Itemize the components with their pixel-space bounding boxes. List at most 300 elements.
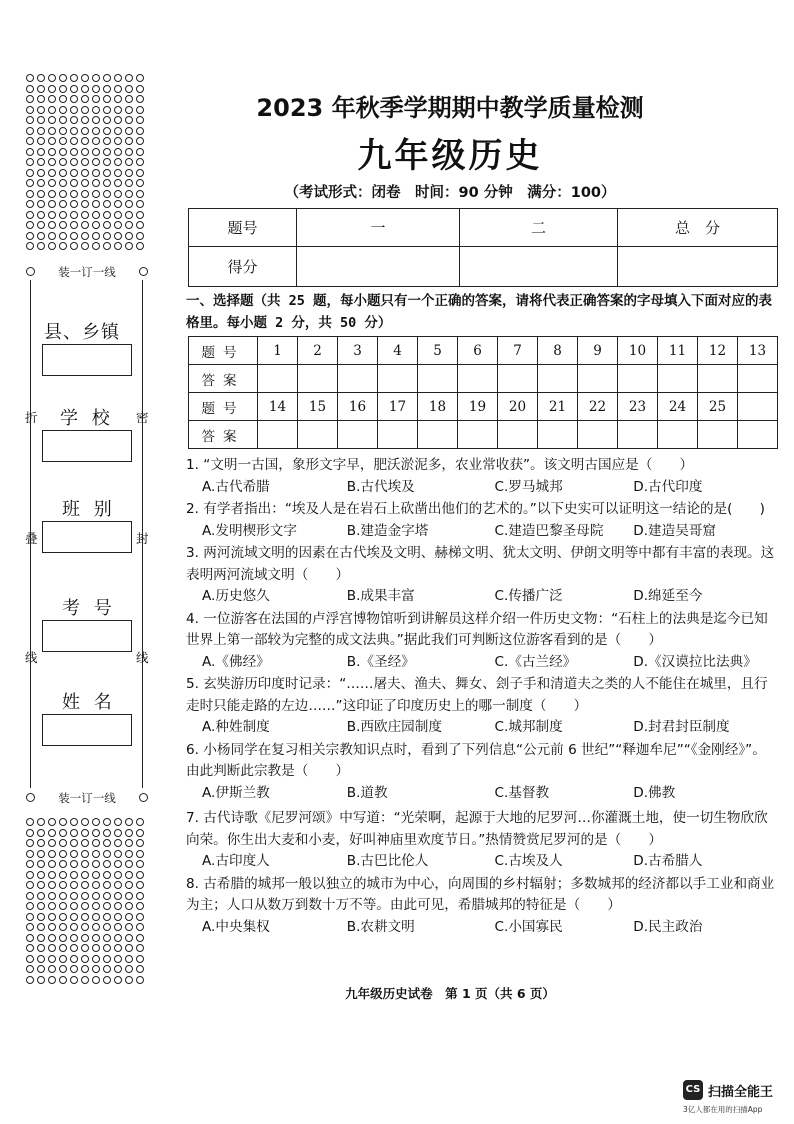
question-option: A.伊斯兰教 — [202, 784, 270, 801]
dot — [103, 200, 111, 208]
dot — [125, 116, 133, 124]
answer-grid-number: 19 — [458, 393, 498, 421]
dot — [136, 116, 144, 124]
answer-grid-number: 24 — [658, 393, 698, 421]
dot — [136, 95, 144, 103]
dot — [26, 116, 34, 124]
dot — [103, 137, 111, 145]
answer-cell[interactable] — [578, 421, 618, 449]
question-option: C.《古兰经》 — [494, 653, 577, 670]
dot — [26, 85, 34, 93]
dot — [37, 860, 45, 868]
answer-cell[interactable] — [658, 365, 698, 393]
side-label-fold-3: 线 — [25, 650, 38, 665]
dot — [103, 913, 111, 921]
circle-icon — [26, 267, 35, 276]
dot — [26, 881, 34, 889]
dot — [26, 158, 34, 166]
dot — [81, 127, 89, 135]
dot — [81, 965, 89, 973]
dot — [125, 95, 133, 103]
answer-cell[interactable] — [298, 365, 338, 393]
dot — [48, 169, 56, 177]
dot — [48, 976, 56, 984]
dot — [81, 211, 89, 219]
dot — [103, 116, 111, 124]
dot — [59, 137, 67, 145]
dot — [37, 871, 45, 879]
dot — [37, 944, 45, 952]
dot — [92, 221, 100, 229]
dot — [48, 148, 56, 156]
dot — [26, 127, 34, 135]
dot — [125, 211, 133, 219]
dot — [114, 95, 122, 103]
dot — [125, 892, 133, 900]
dot — [114, 965, 122, 973]
dot — [136, 169, 144, 177]
dot — [136, 232, 144, 240]
answer-cell[interactable] — [458, 365, 498, 393]
answer-cell[interactable] — [418, 421, 458, 449]
dot — [26, 95, 34, 103]
answer-cell[interactable] — [698, 365, 738, 393]
dot — [103, 829, 111, 837]
school-field[interactable] — [42, 430, 132, 462]
dot — [125, 923, 133, 931]
dot — [59, 190, 67, 198]
question-options — [186, 917, 778, 939]
answer-cell[interactable] — [738, 365, 778, 393]
dot — [81, 913, 89, 921]
dot — [103, 95, 111, 103]
dot — [26, 871, 34, 879]
answer-grid-number: 3 — [338, 337, 378, 365]
dot — [48, 127, 56, 135]
dot — [59, 955, 67, 963]
dot — [26, 860, 34, 868]
answer-cell[interactable] — [338, 365, 378, 393]
dot — [59, 976, 67, 984]
answer-grid-number — [738, 393, 778, 421]
dot — [59, 200, 67, 208]
dot — [103, 190, 111, 198]
dot — [37, 881, 45, 889]
dot — [136, 892, 144, 900]
dot — [70, 137, 78, 145]
dot — [70, 106, 78, 114]
answer-grid-number: 22 — [578, 393, 618, 421]
dot — [37, 169, 45, 177]
dot — [59, 860, 67, 868]
dot — [92, 190, 100, 198]
dot — [70, 95, 78, 103]
dot — [48, 232, 56, 240]
dot — [92, 242, 100, 250]
answer-cell[interactable] — [298, 421, 338, 449]
dot — [26, 955, 34, 963]
dot — [26, 232, 34, 240]
dot — [103, 934, 111, 942]
county-field[interactable] — [42, 344, 132, 376]
question-item — [186, 808, 778, 873]
score-table-col-1: 一 — [297, 209, 460, 247]
answer-grid-number: 15 — [298, 393, 338, 421]
dot — [37, 127, 45, 135]
question-stem: 2. 有学者指出：“埃及人是在岩石上砍凿出他们的艺术的。”以下史实可以证明这一结论的是( ) — [186, 501, 765, 517]
dot — [70, 221, 78, 229]
answer-cell[interactable] — [538, 365, 578, 393]
dot — [70, 116, 78, 124]
answer-grid-number: 18 — [418, 393, 458, 421]
dot — [59, 892, 67, 900]
dot — [59, 169, 67, 177]
answer-cell[interactable] — [658, 421, 698, 449]
question-option: A.古代希腊 — [202, 478, 270, 495]
dot — [70, 74, 78, 82]
dot — [26, 211, 34, 219]
dot — [114, 158, 122, 166]
answer-grid-number: 2 — [298, 337, 338, 365]
dot — [37, 106, 45, 114]
dot — [125, 881, 133, 889]
dot — [26, 913, 34, 921]
side-label-fold-1: 折 — [25, 410, 38, 425]
answer-cell[interactable] — [498, 365, 538, 393]
question-option: A.古印度人 — [202, 853, 270, 869]
dot — [136, 200, 144, 208]
answer-grid-number: 12 — [698, 337, 738, 365]
dot — [48, 892, 56, 900]
answer-grid-number: 6 — [458, 337, 498, 365]
question-options — [186, 477, 778, 499]
answer-cell[interactable] — [378, 365, 418, 393]
dot — [26, 902, 34, 910]
dot — [59, 839, 67, 847]
dot — [26, 106, 34, 114]
answer-cell[interactable] — [618, 421, 658, 449]
dot — [70, 850, 78, 858]
dot — [125, 190, 133, 198]
dot — [70, 169, 78, 177]
dot — [136, 818, 144, 826]
dot — [59, 871, 67, 879]
dot — [125, 934, 133, 942]
dot — [59, 158, 67, 166]
subject-title: 九年级历史 — [357, 136, 543, 176]
dot — [125, 221, 133, 229]
dot — [81, 106, 89, 114]
dot — [37, 190, 45, 198]
dot — [136, 137, 144, 145]
answer-cell[interactable] — [618, 365, 658, 393]
dot — [125, 850, 133, 858]
dot — [81, 158, 89, 166]
dot — [114, 944, 122, 952]
dot — [48, 95, 56, 103]
question-option: C.建造巴黎圣母院 — [494, 522, 604, 539]
dot — [37, 242, 45, 250]
question-options — [186, 783, 778, 805]
dot — [92, 913, 100, 921]
question-option: D.民主政治 — [633, 918, 703, 935]
dot — [81, 190, 89, 198]
scanner-tagline: 3亿人都在用的扫描App — [683, 1105, 763, 1114]
dot — [125, 242, 133, 250]
answer-cell[interactable] — [698, 421, 738, 449]
question-list — [186, 455, 778, 939]
dot — [81, 818, 89, 826]
answer-cell[interactable] — [578, 365, 618, 393]
scanner-name: 扫描全能王 — [708, 1085, 774, 1100]
dot — [92, 976, 100, 984]
dot — [114, 190, 122, 198]
question-option: C.古埃及人 — [494, 853, 563, 869]
answer-cell[interactable] — [738, 421, 778, 449]
dot — [37, 902, 45, 910]
dot — [81, 902, 89, 910]
score-cell-2[interactable] — [460, 247, 618, 287]
dot — [114, 106, 122, 114]
dot — [59, 913, 67, 921]
question-stem: 5. 玄奘游历印度时记录：“……屠夫、渔夫、舞女、刽子手和清道夫之类的人不能住在城里，且行走时只能走路的左边……”这印证了印度历史上的哪一制度（ ） — [186, 676, 768, 714]
dot — [37, 85, 45, 93]
dot — [48, 965, 56, 973]
dot — [59, 74, 67, 82]
answer-cell[interactable] — [458, 421, 498, 449]
dot — [70, 190, 78, 198]
question-option: D.封君封臣制度 — [633, 719, 730, 735]
dot — [26, 148, 34, 156]
dot — [92, 158, 100, 166]
answer-cell[interactable] — [258, 421, 298, 449]
binding-line-bottom-label: 装一订一线 — [58, 791, 116, 805]
question-option: B.古代埃及 — [346, 478, 415, 495]
dot — [114, 892, 122, 900]
answer-cell[interactable] — [418, 365, 458, 393]
dot — [103, 127, 111, 135]
dot — [103, 976, 111, 984]
name-field[interactable] — [42, 714, 132, 746]
question-option: C.罗马城邦 — [494, 478, 563, 495]
dot — [125, 955, 133, 963]
answer-grid-answer-label: 答案 — [189, 421, 258, 449]
question-option: A.种姓制度 — [202, 719, 270, 735]
dot — [125, 913, 133, 921]
dot — [125, 137, 133, 145]
answer-grid-number-label: 题号 — [189, 393, 258, 421]
dot — [59, 923, 67, 931]
answer-grid-number: 5 — [418, 337, 458, 365]
dot — [81, 881, 89, 889]
dot — [136, 881, 144, 889]
dot — [136, 211, 144, 219]
dot — [81, 242, 89, 250]
dot — [59, 829, 67, 837]
answer-grid-number: 13 — [738, 337, 778, 365]
answer-cell[interactable] — [258, 365, 298, 393]
dot — [81, 955, 89, 963]
dot — [92, 818, 100, 826]
score-cell-total[interactable] — [618, 247, 778, 287]
dot — [136, 829, 144, 837]
dot — [59, 221, 67, 229]
dot — [81, 829, 89, 837]
dot — [37, 221, 45, 229]
answer-cell[interactable] — [378, 421, 418, 449]
dot — [92, 74, 100, 82]
dot — [81, 74, 89, 82]
field-label-school: 学 校 — [60, 408, 114, 429]
dot — [81, 95, 89, 103]
dot — [136, 158, 144, 166]
side-label-seal-2: 封 — [136, 531, 149, 546]
dot — [26, 965, 34, 973]
dot — [125, 976, 133, 984]
field-label-exam-number: 考 号 — [62, 598, 116, 619]
dot — [59, 944, 67, 952]
dot — [114, 923, 122, 931]
dot — [70, 944, 78, 952]
dot — [26, 818, 34, 826]
dot — [48, 860, 56, 868]
dot — [136, 839, 144, 847]
dot — [81, 860, 89, 868]
dot — [26, 976, 34, 984]
dot — [136, 871, 144, 879]
exam-info: （考试形式：闭卷 时间：90 分钟 满分：100） — [284, 185, 616, 201]
dot — [70, 242, 78, 250]
dot — [48, 137, 56, 145]
dot — [48, 221, 56, 229]
dot — [114, 871, 122, 879]
decorative-dot-pattern-bottom — [26, 818, 146, 986]
dot — [92, 116, 100, 124]
page-footer: 九年级历史试卷 第 1 页（共 6 页） — [345, 986, 555, 1001]
answer-cell[interactable] — [338, 421, 378, 449]
dot — [92, 148, 100, 156]
dot — [37, 95, 45, 103]
answer-grid-number: 11 — [658, 337, 698, 365]
dot — [92, 137, 100, 145]
answer-grid-number: 14 — [258, 393, 298, 421]
dot — [37, 934, 45, 942]
dot — [48, 211, 56, 219]
dot — [103, 232, 111, 240]
question-option: D.建造吴哥窟 — [633, 522, 717, 539]
dot — [48, 179, 56, 187]
score-table-col-2: 二 — [460, 209, 618, 247]
dot — [92, 934, 100, 942]
dot — [70, 871, 78, 879]
question-option: A.历史悠久 — [202, 588, 270, 604]
exam-number-field[interactable] — [42, 620, 132, 652]
dot — [37, 976, 45, 984]
dot — [103, 881, 111, 889]
dot — [103, 923, 111, 931]
dot — [81, 116, 89, 124]
dot — [114, 148, 122, 156]
dot — [48, 242, 56, 250]
answer-grid-number: 4 — [378, 337, 418, 365]
question-option: C.小国寡民 — [494, 918, 563, 935]
dot — [125, 200, 133, 208]
dot — [37, 913, 45, 921]
dot — [37, 892, 45, 900]
dot — [37, 211, 45, 219]
dot — [37, 179, 45, 187]
dot — [136, 242, 144, 250]
dot — [70, 976, 78, 984]
dot — [125, 85, 133, 93]
dot — [114, 850, 122, 858]
dot — [103, 169, 111, 177]
question-stem: 1. “文明一古国，象形文字早，肥沃淤泥多，农业常收获”。该文明古国应是（ ） — [186, 457, 694, 473]
dot — [81, 148, 89, 156]
question-option: A.《佛经》 — [202, 653, 270, 670]
dot — [103, 871, 111, 879]
dot — [125, 158, 133, 166]
answer-cell[interactable] — [538, 421, 578, 449]
dot — [59, 242, 67, 250]
dot — [48, 913, 56, 921]
dot — [136, 85, 144, 93]
dot — [103, 965, 111, 973]
dot — [103, 148, 111, 156]
dot — [114, 169, 122, 177]
question-options — [186, 652, 778, 674]
answer-cell[interactable] — [498, 421, 538, 449]
dot — [26, 190, 34, 198]
dot — [136, 923, 144, 931]
binding-line-bottom — [26, 790, 148, 806]
dot — [92, 955, 100, 963]
dot — [136, 944, 144, 952]
dot — [114, 221, 122, 229]
class-field[interactable] — [42, 521, 132, 553]
question-stem: 8. 古希腊的城邦一般以独立的城市为中心，向周围的乡村辐射；多数城邦的经济都以手工业和商业为主；人口从数万到数十万不等。由此可见，希腊城邦的特征是（ ） — [186, 875, 775, 913]
dot — [48, 923, 56, 931]
dot — [26, 829, 34, 837]
dot — [92, 127, 100, 135]
side-label-seal-3: 线 — [136, 650, 149, 665]
dot — [114, 976, 122, 984]
dot — [103, 944, 111, 952]
score-cell-1[interactable] — [297, 247, 460, 287]
question-option: B.成果丰富 — [346, 588, 415, 604]
dot — [70, 200, 78, 208]
question-option: C.城邦制度 — [494, 719, 563, 735]
dot — [37, 839, 45, 847]
dot — [26, 74, 34, 82]
circle-icon — [139, 267, 148, 276]
answer-grid-number: 17 — [378, 393, 418, 421]
dot — [136, 913, 144, 921]
dot — [59, 881, 67, 889]
dot — [26, 221, 34, 229]
question-option: D.古代印度 — [633, 478, 703, 495]
binding-line-top-label: 装一订一线 — [58, 265, 116, 279]
dot — [37, 158, 45, 166]
score-table-score-label: 得分 — [189, 247, 297, 287]
dot — [114, 179, 122, 187]
dot — [103, 211, 111, 219]
dot — [48, 818, 56, 826]
answer-grid-number: 1 — [258, 337, 298, 365]
dot — [81, 85, 89, 93]
dot — [92, 179, 100, 187]
dot — [70, 892, 78, 900]
